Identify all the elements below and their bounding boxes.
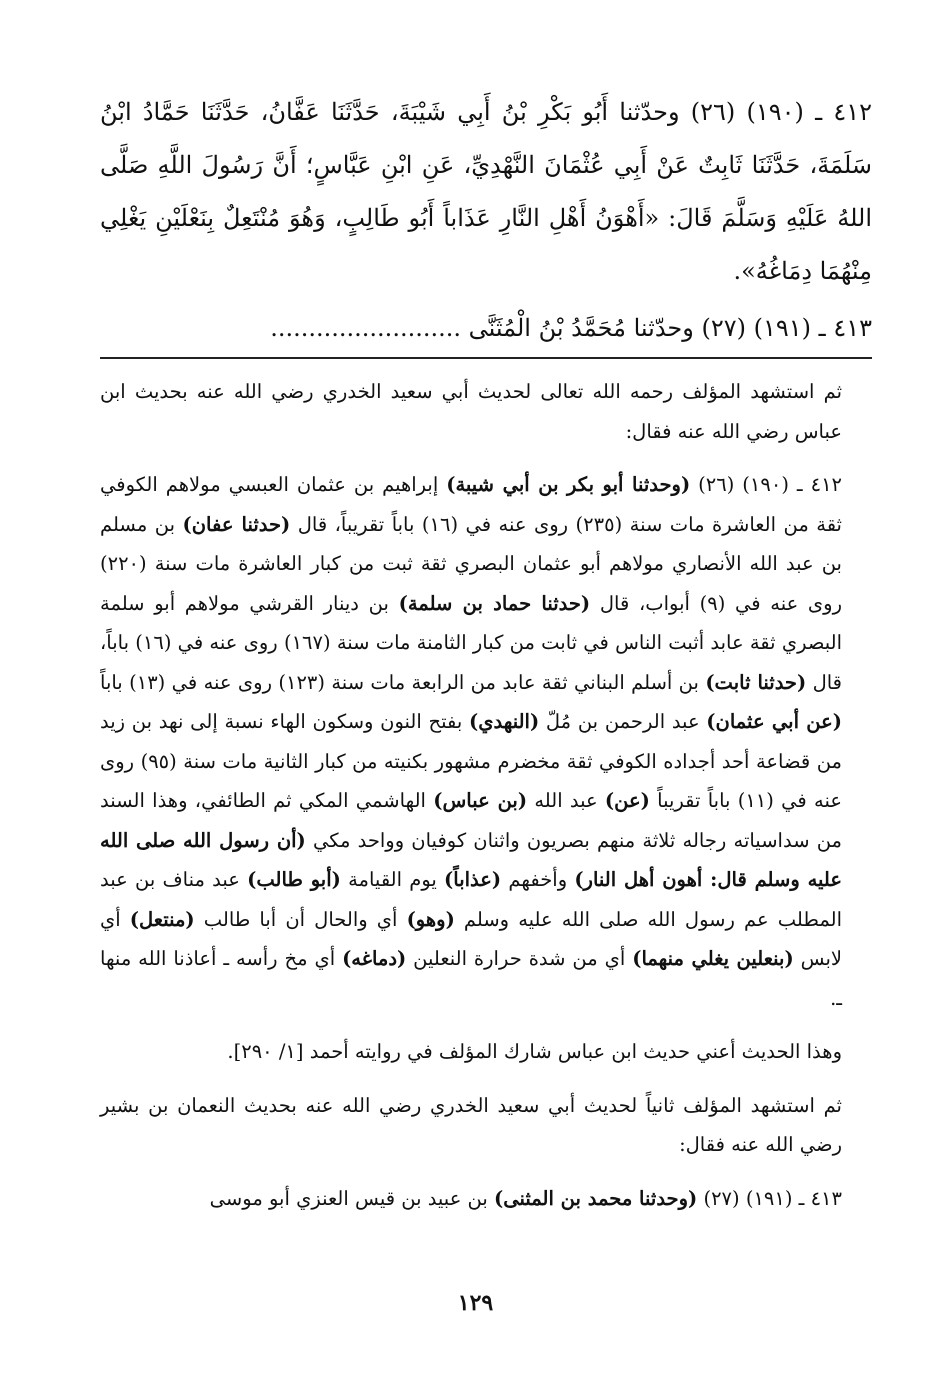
commentary-intro-1: ثم استشهد المؤلف رحمه الله تعالى لحديث أبي سعيد الخدري رضي الله عنه بحديث ابن عباس رضي الله عنه فقال:: [100, 380, 842, 443]
bold-quote: (حدثنا حماد بن سلمة): [398, 591, 591, 615]
bold-quote: (بن عباس): [433, 789, 528, 812]
text-run: ٤١٣ ـ (١٩١) (٢٧): [697, 1186, 842, 1210]
bold-quote: (حدثنا عفان): [182, 512, 291, 536]
text-run: أي مخ رأسه ـ أعاذنا الله منها ـ.: [100, 947, 842, 1010]
text-run: إبراهيم بن عثمان العبسي مولاهم الكوفي ثقة من العاشرة مات سنة (٢٣٥) روى عنه في (١٦) باباً تقريباً، قال: [100, 473, 842, 536]
text-run: بن مسلم بن عبد الله الأنصاري مولاهم أبو عثمان البصري ثقة ثبت من كبار العاشرة مات سنة (٢٢٠) روى عنه في (٩) أبواب، قال: [100, 512, 842, 615]
text-run: بفتح النون وسكون الهاء نسبة إلى نهد بن زيد من قضاعة أحد أجداده الكوفي ثقة مخضرم مشهور بكنيته من كبار الثانية مات سنة (٩٥) روى عنه في (١١) باباً تقريباً: [100, 710, 843, 812]
hadith-413: ٤١٣ ـ (١٩١) (٢٧) وحدّثنا مُحَمَّدُ بْنُ الْمُثَنَّى .........................: [270, 314, 872, 342]
text-run: عبد الرحمن بن مُلّ: [539, 710, 707, 733]
text-run: أي والحال أن أبا طالب: [194, 907, 407, 931]
bold-quote: (وحدثنا محمد بن المثنى): [494, 1186, 698, 1210]
commentary-paragraph-413: [100, 1179, 872, 1219]
bold-quote: (عن): [604, 789, 650, 812]
page-number: ١٢٩: [457, 1290, 494, 1316]
bold-quote: (عذاباً): [444, 868, 502, 891]
text-run: أي من شدة حرارة النعلين: [406, 947, 633, 970]
bold-quote: (حدثنا ثابت): [705, 670, 807, 694]
commentary-note-ahmad: وهذا الحديث أعني حديث ابن عباس شارك المؤلف في روايته أحمد [١/ ٢٩٠].: [227, 1040, 842, 1063]
bold-quote: (دماغه): [342, 947, 407, 970]
bold-quote: (أبو طالب): [247, 868, 341, 891]
text-run: الهاشمي المكي ثم الطائفي، وهذا السند من سداسياته رجاله ثلاثة منهم بصريون واثنان كوفيان وواحد مكي: [100, 789, 842, 852]
bold-quote: (وحدثنا أبو بكر بن أبي شيبة): [446, 473, 691, 496]
bold-quote: (عن أبي عثمان): [706, 710, 842, 733]
text-run: وأخفهم: [501, 868, 575, 891]
commentary-block: [100, 372, 872, 1218]
commentary-paragraph-412: [100, 465, 872, 1018]
text-run: عبد مناف بن عبد المطلب عم رسول الله صلى الله عليه وسلم: [100, 868, 842, 931]
text-run: أي لابس: [100, 907, 842, 970]
hadith-text-block: [100, 86, 872, 355]
text-run: يوم القيامة: [340, 868, 445, 891]
hadith-412: ٤١٢ ـ (١٩٠) (٢٦) وحدّثنا أَبُو بَكْرِ بْنُ أَبِي شَيْبَةَ، حَدَّثَنَا عَفَّانُ، حَدَّثَنَا حَمَّادُ ابْنُ سَلَمَةَ، حَدَّثَنَا ثَابِتٌ عَنْ أَبِي عُثْمَانَ النَّهْدِيِّ، عَنِ ابْنِ عَبَّاسٍ؛ أَنَّ رَسُولَ اللَّهِ صَلَّى اللهُ عَلَيْهِ وَسَلَّمَ قَالَ: «أَهْوَنُ أَهْلِ النَّارِ عَذَاباً أَبُو طَالِبٍ، وَهُوَ مُنْتَعِلٌ بِنَعْلَيْنِ يَغْلِي مِنْهُمَا دِمَاغُهُ».: [100, 98, 872, 285]
bold-quote: (بنعلين يغلي منهما): [632, 947, 794, 970]
text-run: عبد الله: [527, 789, 605, 812]
text-run: بن دينار القرشي مولاهم أبو سلمة البصري ثقة عابد أثبت الناس في ثابت من كبار الثامنة مات سنة (١٦٧) روى عنه في (١٦) باباً، قال: [100, 591, 843, 694]
commentary-intro-2: ثم استشهد المؤلف ثانياً لحديث أبي سعيد الخدري رضي الله عنه بحديث النعمان بن بشير رضي الله عنه فقال:: [100, 1093, 842, 1156]
bold-quote: (منتعل): [129, 907, 195, 931]
footnote-divider: [100, 357, 872, 359]
text-run: بن أسلم البناني ثقة عابد من الرابعة مات سنة (١٢٣) روى عنه في (١٣) باباً: [100, 670, 706, 694]
bold-quote: (وهو): [406, 907, 455, 931]
text-run: بن عبيد بن قيس العنزي أبو موسى: [209, 1186, 494, 1210]
bold-quote: (النهدي): [469, 710, 540, 733]
bold-quote: (أن رسول الله صلى الله عليه وسلم قال: أهون أهل النار): [100, 828, 842, 891]
text-run: ٤١٢ ـ (١٩٠) (٢٦): [690, 473, 843, 496]
